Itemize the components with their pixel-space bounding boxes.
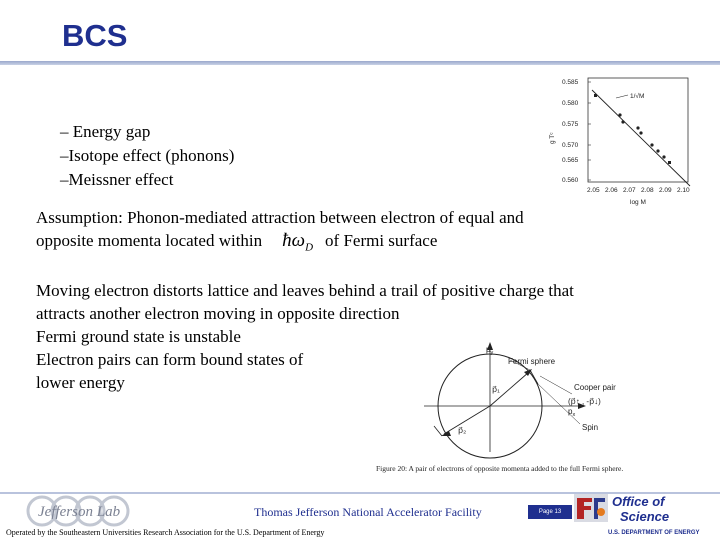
graph-y-tick: 0.565 [562,157,579,164]
mechanism-line: lower energy [36,373,125,392]
p2-label: p⃗₂ [458,426,467,435]
graph-data-points [594,94,671,164]
doe-science: Science [620,509,670,524]
mechanism-line: attracts another electron moving in opposite direction [36,304,400,323]
operated-by-text: Operated by the Southeastern Universities Research Association for the U.S. Department of Energy [6,528,325,537]
title-divider [0,61,720,65]
momentum-p2-arrow [444,406,490,434]
graph-y-tick: 0.585 [562,79,579,86]
mechanism-line: Electron pairs can form bound states of [36,350,304,369]
graph-ylabel: g Tᶜ [549,132,556,144]
bullet-energy-gap: – Energy gap [60,122,151,141]
graph-annotation: 1/√M [630,93,645,100]
cooper-pair-figure [372,334,702,484]
jefferson-lab-logo [20,494,140,528]
spin-label: Spin [582,423,599,432]
assumption-line-2-end: of Fermi surface [325,231,438,250]
graph-y-tick: 0.560 [562,177,579,184]
omega-subscript: D [305,241,314,254]
graph-xlabel: log M [630,199,646,206]
page-number: Page 13 [528,505,572,519]
graph-x-tick: 2.10 [677,187,690,194]
cooper-pair-label: Cooper pair [574,383,616,392]
fermi-sphere-label: Fermi sphere [508,357,556,366]
graph-y-tick: 0.575 [562,121,579,128]
assumption-paragraph [36,206,524,259]
mechanism-line: Fermi ground state is unstable [36,327,241,346]
doe-emblem [572,492,712,536]
doe-department: U.S. DEPARTMENT OF ENERGY [608,530,700,536]
graph-x-tick: 2.05 [587,187,600,194]
mechanism-line: Moving electron distorts lattice and leaves behind a trail of positive charge that [36,281,574,300]
p1-label: p⃗₁ [492,385,500,394]
px-axis-label: p [568,407,573,416]
assumption-line-2-start: opposite momenta located within [36,231,263,250]
jefferson-lab-text: Jefferson Lab [38,504,121,520]
bullet-meissner-effect: –Meissner effect [60,170,174,189]
cooper-pair-formula: (p⃗↑ , -p⃗↓) [568,397,601,406]
figure-caption: Figure 20: A pair of electrons of opposite momenta added to the full Fermi sphere. [376,464,624,473]
svg-text:px: $p_x$ [568,407,576,418]
assumption-line-2 [36,229,524,259]
graph-x-tick: 2.08 [641,187,654,194]
graph-x-tick: 2.06 [605,187,618,194]
hbar-omega-symbol: ħω [282,230,306,251]
bullet-isotope-effect: –Isotope effect (phonons) [60,146,235,165]
graph-x-tick: 2.07 [623,187,636,194]
graph-x-tick: 2.09 [659,187,672,194]
graph-y-tick: 0.580 [562,100,579,107]
office-of-science-logo [572,492,712,541]
svg-text:py: $p_y$ [486,345,494,356]
doe-office-of: Office of [612,494,665,509]
slide-title: BCS [62,18,128,53]
facility-name: Thomas Jefferson National Accelerator Facility [254,505,482,519]
assumption-line-1: Assumption: Phonon-mediated attraction between electron of equal and [36,208,524,227]
bullet-list [60,120,234,192]
py-axis-label: p [486,345,491,354]
graph-fit-line [592,90,690,186]
graph-y-tick: 0.570 [562,142,579,149]
isotope-effect-graph [540,72,700,210]
